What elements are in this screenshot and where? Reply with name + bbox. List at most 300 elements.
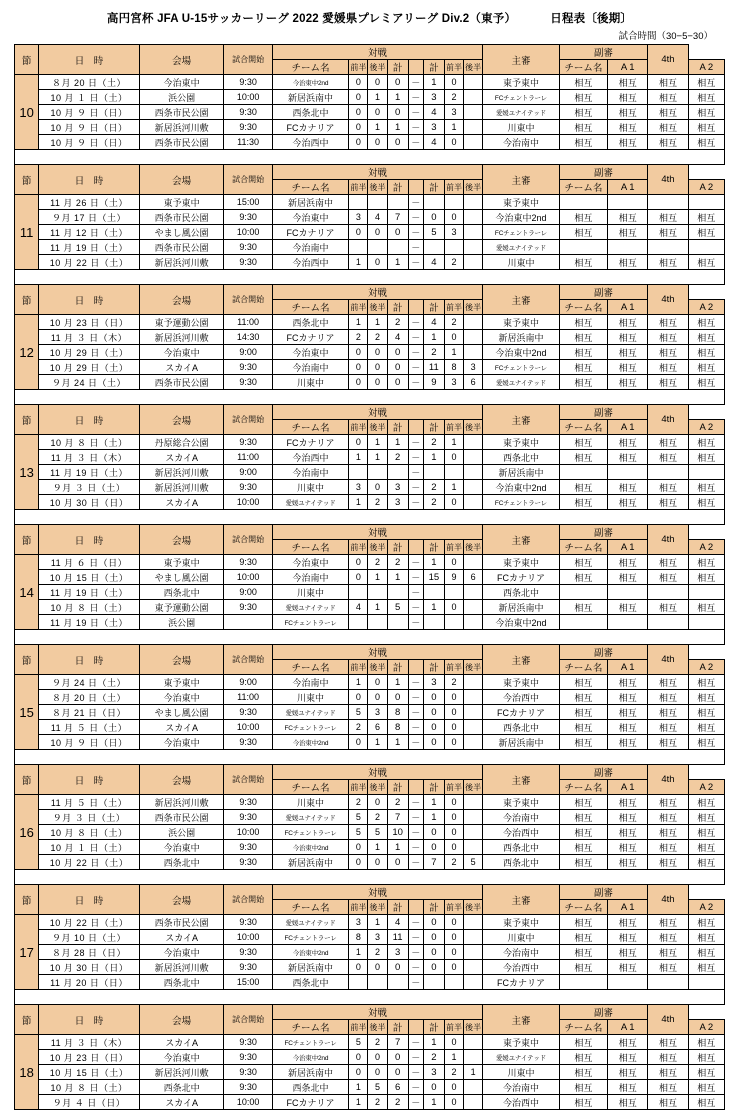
away-team: 西条北中	[483, 585, 560, 600]
assistant-referee-1: 相互	[608, 75, 648, 90]
home-total: 0	[387, 690, 408, 705]
col-head-team-away: チーム名	[559, 660, 607, 675]
table-row	[15, 1080, 725, 1095]
match-venue: 今治東中	[139, 840, 224, 855]
table-row	[15, 105, 725, 120]
col-head-match: 対戦	[272, 165, 482, 180]
fourth-official: 相互	[688, 1035, 724, 1050]
assistant-referee-2: 相互	[648, 825, 688, 840]
home-total: 1	[387, 90, 408, 105]
home-team: 新居浜南中	[272, 90, 349, 105]
home-first-half	[349, 975, 368, 990]
col-head-fourth: 4th	[648, 885, 688, 915]
fourth-official: 相互	[688, 810, 724, 825]
away-second-half	[464, 240, 483, 255]
away-first-half: 3	[444, 225, 463, 240]
home-team: FCカナリア	[272, 435, 349, 450]
col-head-a1: A 1	[608, 900, 648, 915]
fourth-official	[688, 195, 724, 210]
home-team: 愛媛ユナイテッド	[272, 600, 349, 615]
assistant-referee-1: 相互	[608, 570, 648, 585]
away-second-half	[464, 675, 483, 690]
col-head-kickoff: 試合開始	[224, 45, 272, 75]
away-first-half: 9	[444, 570, 463, 585]
away-total: 9	[423, 375, 444, 390]
home-team: 今治西中	[272, 450, 349, 465]
col-head-asst-ref: 副審	[559, 1005, 648, 1020]
col-head-second-half-away: 後半	[464, 660, 483, 675]
fourth-official: 相互	[688, 795, 724, 810]
col-head-main-ref: 主審	[483, 765, 560, 795]
match-venue: 西条市民公園	[139, 915, 224, 930]
table-row	[15, 600, 725, 615]
col-head-second-half-away: 後半	[464, 900, 483, 915]
score-dash: －	[408, 75, 423, 90]
match-date: ９月 ４ 日（日）	[39, 1095, 140, 1110]
match-date: 10 月 23 日（日）	[39, 1050, 140, 1065]
away-second-half	[464, 945, 483, 960]
home-team: 愛媛ユナイテッド	[272, 705, 349, 720]
match-kickoff: 9:30	[224, 945, 272, 960]
match-kickoff: 9:30	[224, 1065, 272, 1080]
col-head-main-ref: 主審	[483, 525, 560, 555]
col-head-team-away: チーム名	[559, 420, 607, 435]
col-head-first-half-away: 前半	[444, 180, 463, 195]
away-first-half: 0	[444, 555, 463, 570]
col-head-a2: A 2	[688, 780, 724, 795]
home-team: FCカナリア	[272, 120, 349, 135]
home-total: 6	[387, 1080, 408, 1095]
home-first-half: 1	[349, 1095, 368, 1110]
home-second-half: 0	[368, 225, 387, 240]
match-date: 10 月 ８ 日（土）	[39, 1080, 140, 1095]
match-venue: 西条北中	[139, 1080, 224, 1095]
match-kickoff: 9:30	[224, 480, 272, 495]
score-dash: －	[408, 810, 423, 825]
away-total: 5	[423, 225, 444, 240]
match-venue: 浜公園	[139, 90, 224, 105]
match-date: 11 月 19 日（土）	[39, 240, 140, 255]
home-first-half: 3	[349, 210, 368, 225]
match-venue: 新居浜河川敷	[139, 480, 224, 495]
match-date: 10 月 ８ 日（土）	[39, 600, 140, 615]
col-head-match: 対戦	[272, 765, 482, 780]
match-time-note: 試合時間（30−5−30）	[618, 31, 713, 42]
col-head-total-home: 計	[387, 300, 408, 315]
away-total: 4	[423, 135, 444, 150]
away-second-half	[464, 255, 483, 270]
home-second-half: 1	[368, 120, 387, 135]
match-venue: 今治東中	[139, 345, 224, 360]
away-total: 2	[423, 345, 444, 360]
col-head-a1: A 1	[608, 180, 648, 195]
home-team: 愛媛ユナイテッド	[272, 810, 349, 825]
col-head-dash	[408, 780, 423, 795]
fourth-official: 相互	[688, 210, 724, 225]
assistant-referee-1: 相互	[608, 840, 648, 855]
table-row	[15, 915, 725, 930]
away-second-half	[464, 435, 483, 450]
match-kickoff: 10:00	[224, 1095, 272, 1110]
main-referee: 相互	[559, 255, 607, 270]
col-head-a2: A 2	[688, 180, 724, 195]
home-first-half: 3	[349, 915, 368, 930]
home-second-half: 3	[368, 705, 387, 720]
home-first-half: 0	[349, 375, 368, 390]
section-gap	[15, 990, 725, 1005]
match-kickoff: 15:00	[224, 195, 272, 210]
assistant-referee-1: 相互	[608, 450, 648, 465]
assistant-referee-2: 相互	[648, 450, 688, 465]
col-head-a2: A 2	[688, 1020, 724, 1035]
assistant-referee-2: 相互	[648, 1035, 688, 1050]
match-kickoff: 9:30	[224, 840, 272, 855]
match-date: 10 月 23 日（日）	[39, 315, 140, 330]
table-row	[15, 945, 725, 960]
main-referee: 相互	[559, 120, 607, 135]
main-referee: 相互	[559, 960, 607, 975]
home-first-half: 0	[349, 75, 368, 90]
score-dash: －	[408, 795, 423, 810]
col-head-second-half-away: 後半	[464, 1020, 483, 1035]
col-head-second-half-away: 後半	[464, 180, 483, 195]
away-second-half	[464, 195, 483, 210]
home-first-half	[349, 585, 368, 600]
away-second-half: 5	[464, 855, 483, 870]
home-total: 8	[387, 705, 408, 720]
col-head-datetime: 日 時	[39, 1005, 140, 1035]
home-second-half: 1	[368, 435, 387, 450]
home-first-half: 0	[349, 555, 368, 570]
table-row	[15, 840, 725, 855]
match-kickoff: 14:30	[224, 330, 272, 345]
assistant-referee-1: 相互	[608, 90, 648, 105]
assistant-referee-1: 相互	[608, 690, 648, 705]
match-kickoff: 9:30	[224, 75, 272, 90]
home-first-half: 0	[349, 120, 368, 135]
away-first-half: 0	[444, 945, 463, 960]
away-total: 4	[423, 105, 444, 120]
col-head-first-half-away: 前半	[444, 660, 463, 675]
away-second-half: 6	[464, 570, 483, 585]
assistant-referee-2: 相互	[648, 720, 688, 735]
away-second-half	[464, 795, 483, 810]
score-dash: －	[408, 690, 423, 705]
home-team: 愛媛ユナイテッド	[272, 495, 349, 510]
home-second-half: 0	[368, 75, 387, 90]
col-head-dash	[408, 180, 423, 195]
home-second-half: 2	[368, 1095, 387, 1110]
fourth-official: 相互	[688, 375, 724, 390]
home-first-half: 5	[349, 705, 368, 720]
away-team: 川東中	[483, 930, 560, 945]
col-head-asst-ref: 副審	[559, 285, 648, 300]
match-kickoff: 11:30	[224, 135, 272, 150]
away-team: 東予東中	[483, 195, 560, 210]
away-second-half	[464, 915, 483, 930]
col-head-first-half: 前半	[349, 780, 368, 795]
fourth-official: 相互	[688, 690, 724, 705]
home-team: FCカナリア	[272, 330, 349, 345]
match-venue: スカイA	[139, 720, 224, 735]
away-total: 0	[423, 720, 444, 735]
col-head-a2: A 2	[688, 420, 724, 435]
away-first-half: 0	[444, 810, 463, 825]
main-referee: 相互	[559, 1095, 607, 1110]
assistant-referee-2: 相互	[648, 570, 688, 585]
home-team: 今治南中	[272, 360, 349, 375]
assistant-referee-2: 相互	[648, 600, 688, 615]
match-kickoff: 10:00	[224, 570, 272, 585]
away-first-half: 0	[444, 135, 463, 150]
home-team: 今治南中	[272, 570, 349, 585]
away-team: 西条北中	[483, 855, 560, 870]
col-head-total-away: 計	[423, 1020, 444, 1035]
fourth-official: 相互	[688, 600, 724, 615]
main-referee	[559, 975, 607, 990]
main-referee: 相互	[559, 480, 607, 495]
home-first-half: 0	[349, 1050, 368, 1065]
main-referee: 相互	[559, 375, 607, 390]
col-head-venue: 会場	[139, 765, 224, 795]
table-row	[15, 450, 725, 465]
match-venue: 西条北中	[139, 855, 224, 870]
away-team: FCチェントラーレ	[483, 225, 560, 240]
home-total: 1	[387, 840, 408, 855]
table-row	[15, 675, 725, 690]
home-second-half: 0	[368, 795, 387, 810]
match-kickoff: 9:30	[224, 705, 272, 720]
main-referee: 相互	[559, 735, 607, 750]
home-total: 0	[387, 225, 408, 240]
away-first-half: 0	[444, 75, 463, 90]
assistant-referee-2: 相互	[648, 1095, 688, 1110]
main-referee: 相互	[559, 720, 607, 735]
home-total: 0	[387, 1065, 408, 1080]
home-second-half: 0	[368, 960, 387, 975]
home-team: 西条北中	[272, 1080, 349, 1095]
assistant-referee-1: 相互	[608, 135, 648, 150]
main-referee: 相互	[559, 570, 607, 585]
match-kickoff: 10:00	[224, 90, 272, 105]
assistant-referee-2: 相互	[648, 855, 688, 870]
match-date: ９月 17 日（土）	[39, 210, 140, 225]
col-head-asst-ref: 副審	[559, 645, 648, 660]
away-first-half: 0	[444, 705, 463, 720]
away-total: 4	[423, 255, 444, 270]
away-team: 東予東中	[483, 75, 560, 90]
fourth-official	[688, 585, 724, 600]
home-team: 新居浜南中	[272, 195, 349, 210]
home-team: 今治東中	[272, 345, 349, 360]
score-dash: －	[408, 600, 423, 615]
col-head-fourth: 4th	[648, 525, 688, 555]
col-head-a1: A 1	[608, 540, 648, 555]
col-head-asst-ref: 副審	[559, 165, 648, 180]
col-head-match: 対戦	[272, 885, 482, 900]
away-team: 今治東中2nd	[483, 615, 560, 630]
assistant-referee-2: 相互	[648, 360, 688, 375]
away-team: 西条北中	[483, 450, 560, 465]
col-head-dash	[408, 1020, 423, 1035]
home-team: FCカナリア	[272, 1095, 349, 1110]
col-head-total-away: 計	[423, 900, 444, 915]
fourth-official: 相互	[688, 915, 724, 930]
home-team: FCチェントラーレ	[272, 825, 349, 840]
away-total: 0	[423, 960, 444, 975]
fourth-official: 相互	[688, 135, 724, 150]
away-second-half	[464, 720, 483, 735]
col-head-asst-ref: 副審	[559, 885, 648, 900]
away-first-half: 0	[444, 825, 463, 840]
col-head-dash	[408, 540, 423, 555]
col-head-main-ref: 主審	[483, 285, 560, 315]
away-first-half: 2	[444, 255, 463, 270]
match-kickoff: 9:30	[224, 915, 272, 930]
main-referee: 相互	[559, 495, 607, 510]
assistant-referee-2: 相互	[648, 75, 688, 90]
assistant-referee-1: 相互	[608, 120, 648, 135]
score-dash: －	[408, 975, 423, 990]
main-referee: 相互	[559, 690, 607, 705]
col-head-team-home: チーム名	[272, 780, 349, 795]
match-venue: 浜公園	[139, 615, 224, 630]
col-head-datetime: 日 時	[39, 285, 140, 315]
home-total	[387, 465, 408, 480]
away-first-half	[444, 465, 463, 480]
match-date: 11 月 ６ 日（日）	[39, 555, 140, 570]
col-head-fourth: 4th	[648, 45, 688, 75]
col-head-first-half: 前半	[349, 660, 368, 675]
home-total: 7	[387, 1035, 408, 1050]
document-type: 日程表〔後期〕	[550, 13, 633, 25]
away-team: 今治南中	[483, 945, 560, 960]
section-number: 13	[15, 435, 39, 510]
col-head-fourth: 4th	[648, 285, 688, 315]
col-head-total-away: 計	[423, 540, 444, 555]
home-total: 11	[387, 930, 408, 945]
away-total: 0	[423, 930, 444, 945]
away-first-half: 1	[444, 1050, 463, 1065]
match-venue: スカイA	[139, 1095, 224, 1110]
match-kickoff: 9:30	[224, 435, 272, 450]
table-row	[15, 705, 725, 720]
section-gap	[15, 750, 725, 765]
home-total	[387, 240, 408, 255]
score-dash: －	[408, 240, 423, 255]
home-total	[387, 975, 408, 990]
away-total: 2	[423, 435, 444, 450]
section-number: 11	[15, 195, 39, 270]
away-team: 今治南中	[483, 135, 560, 150]
home-second-half: 0	[368, 675, 387, 690]
away-second-half	[464, 735, 483, 750]
assistant-referee-1: 相互	[608, 945, 648, 960]
table-row	[15, 690, 725, 705]
away-second-half	[464, 825, 483, 840]
main-referee	[559, 585, 607, 600]
away-first-half	[444, 615, 463, 630]
match-venue: 今治東中	[139, 690, 224, 705]
assistant-referee-2: 相互	[648, 690, 688, 705]
fourth-official: 相互	[688, 960, 724, 975]
match-date: ９月 24 日（土）	[39, 675, 140, 690]
col-head-total-home: 計	[387, 420, 408, 435]
home-total: 2	[387, 555, 408, 570]
away-team: 愛媛ユナイテッド	[483, 105, 560, 120]
match-date: 11 月 ５ 日（土）	[39, 795, 140, 810]
home-second-half: 1	[368, 735, 387, 750]
col-head-asst-ref: 副審	[559, 45, 648, 60]
away-team: 川東中	[483, 1065, 560, 1080]
col-head-datetime: 日 時	[39, 765, 140, 795]
col-head-fourth: 4th	[648, 765, 688, 795]
fourth-official: 相互	[688, 855, 724, 870]
home-second-half: 0	[368, 1065, 387, 1080]
col-head-first-half: 前半	[349, 900, 368, 915]
section-gap	[15, 630, 725, 645]
col-head-total-away: 計	[423, 420, 444, 435]
away-first-half: 0	[444, 930, 463, 945]
fourth-official: 相互	[688, 495, 724, 510]
col-head-first-half-away: 前半	[444, 780, 463, 795]
fourth-official: 相互	[688, 450, 724, 465]
col-head-asst-ref: 副審	[559, 405, 648, 420]
match-date: 10 月 15 日（土）	[39, 1065, 140, 1080]
away-total: 3	[423, 1065, 444, 1080]
away-total	[423, 195, 444, 210]
col-head-match: 対戦	[272, 1005, 482, 1020]
home-second-half: 0	[368, 690, 387, 705]
home-total: 3	[387, 480, 408, 495]
table-row	[15, 615, 725, 630]
home-team: 西条北中	[272, 975, 349, 990]
away-second-half	[464, 465, 483, 480]
section-gap	[15, 870, 725, 885]
match-venue: 新居浜河川敷	[139, 465, 224, 480]
assistant-referee-2: 相互	[648, 330, 688, 345]
main-referee: 相互	[559, 1050, 607, 1065]
home-first-half: 2	[349, 795, 368, 810]
col-head-team-home: チーム名	[272, 420, 349, 435]
home-second-half: 0	[368, 135, 387, 150]
col-head-venue: 会場	[139, 405, 224, 435]
match-venue: 今治東中	[139, 75, 224, 90]
table-row	[15, 195, 725, 210]
fourth-official	[688, 975, 724, 990]
assistant-referee-2: 相互	[648, 105, 688, 120]
match-date: 10 月 29 日（土）	[39, 345, 140, 360]
table-row	[15, 795, 725, 810]
away-first-half: 8	[444, 360, 463, 375]
match-kickoff: 9:30	[224, 555, 272, 570]
section-header-row	[15, 405, 725, 420]
away-second-half	[464, 1080, 483, 1095]
main-referee: 相互	[559, 705, 607, 720]
away-team: 今治東中2nd	[483, 480, 560, 495]
assistant-referee-1: 相互	[608, 735, 648, 750]
score-dash: －	[408, 135, 423, 150]
away-team: 新居浜南中	[483, 465, 560, 480]
home-total: 2	[387, 1095, 408, 1110]
col-head-second-half-away: 後半	[464, 540, 483, 555]
home-second-half: 0	[368, 480, 387, 495]
match-date: 10 月 30 日（日）	[39, 960, 140, 975]
main-referee: 相互	[559, 90, 607, 105]
assistant-referee-1: 相互	[608, 435, 648, 450]
score-dash: －	[408, 675, 423, 690]
col-head-team-home: チーム名	[272, 180, 349, 195]
